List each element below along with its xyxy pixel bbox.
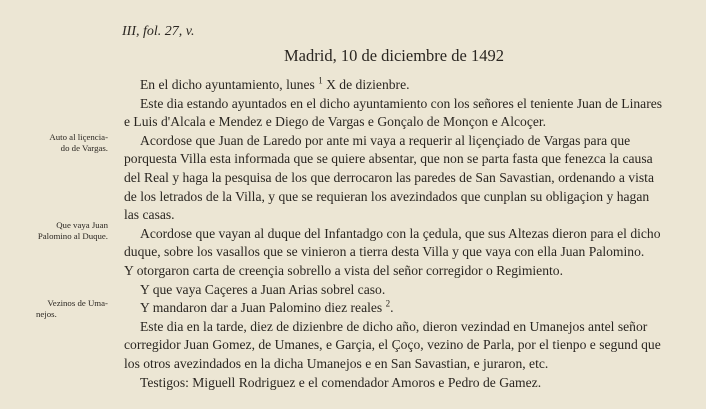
folio-reference: III, fol. 27, v. — [122, 24, 195, 39]
body-line: de los letrados de la Villa, y que se requieran los avezindados que cunplan su obligaçion y hagan — [124, 188, 650, 204]
body-line: los otros avezindados en la dicha Umanejos e en San Savastian, e juraron, etc. — [124, 355, 549, 371]
body-line: porquesta Villa esta informada que se quiere absentar, que non se parta fasta que fenezca la causa — [124, 151, 653, 167]
body-line: Este dia estando ayuntados en el dicho ayuntamiento con los señores el teniente Juan de Linares — [140, 95, 663, 111]
margin-note-line: do de Vargas. — [60, 142, 108, 153]
body-line: del Real y haga la pesquisa de los que derrocaron las paredes de San Savastian, ordenando a vista — [124, 169, 654, 185]
footnote-marker: 2 — [385, 298, 391, 309]
document-body — [124, 76, 684, 392]
margin-note-palomino — [26, 220, 108, 241]
margin-note-auto — [26, 132, 108, 153]
body-line: e Luis d'Alcala e Mendez e Diego de Vargas e Gonçalo de Monçon e Alcoçer. — [124, 114, 547, 130]
body-line: las casas. — [124, 207, 175, 223]
body-line: Y mandaron dar a Juan Palomino diez reales $^2$. — [140, 298, 394, 316]
footnote-marker: 1 — [318, 75, 323, 86]
margin-note-line: nejos. — [36, 308, 57, 319]
margin-note-line: Vezinos de Uma- — [47, 298, 108, 308]
body-line: En el dicho ayuntamiento, lunes $^1$ X de dizienbre. — [140, 75, 410, 92]
document-heading: Madrid, 10 de diciembre de 1492 — [284, 46, 504, 65]
margin-note-vezinos — [26, 298, 108, 319]
margin-note-line: Palomino al Duque. — [37, 230, 108, 241]
margin-note-line: Que vaya Juan — [56, 220, 108, 230]
margin-note-line: Auto al liçencia- — [49, 132, 108, 142]
body-line: Testigos: Miguell Rodriguez e el comendador Amoros e Pedro de Gamez. — [140, 374, 542, 390]
body-line: corregidor Juan Gomez, de Umanes, e Garçia, el Çoço, vezino de Parla, por el tienpo e segund que — [124, 337, 661, 353]
body-line: Y que vaya Caçeres a Juan Arias sobrel caso. — [140, 281, 386, 297]
body-line: Y otorgaron carta de creençia sobrello a vista del señor corregidor o Regimiento. — [124, 262, 563, 278]
body-line: duque, sobre los vasallos que se vinieron a tierra desta Villa y que vaya con ella Juan Palomino. — [124, 244, 645, 260]
body-line: Este dia en la tarde, diez de dizienbre de dicho año, dieron vezindad en Umanejos antel señor — [140, 318, 648, 334]
body-line: Acordose que Juan de Laredo por ante mi vaya a requerir al liçençiado de Vargas para que — [140, 132, 631, 148]
body-line: Acordose que vayan al duque del Infantadgo con la çedula, que sus Altezas dieron para el dicho — [140, 225, 661, 241]
